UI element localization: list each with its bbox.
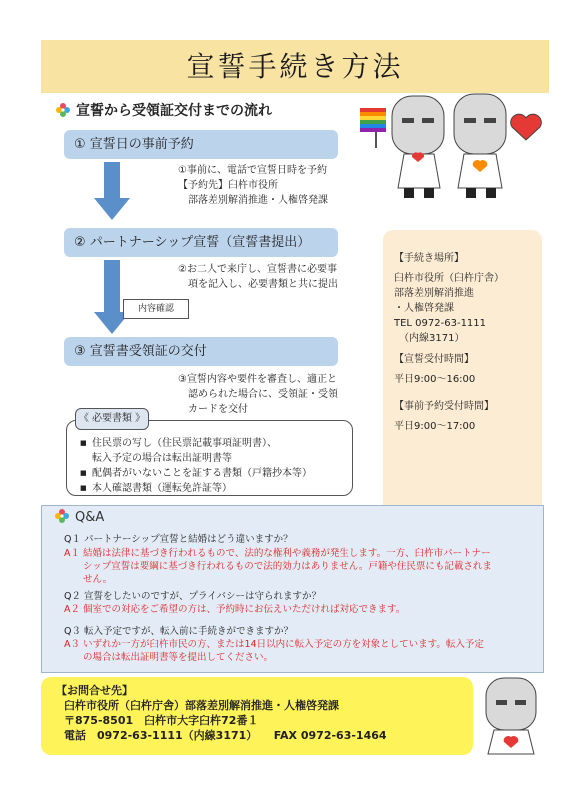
place-heading: 【手続き場所】 <box>394 253 464 264</box>
mascot-icon <box>480 676 542 760</box>
down-arrow-1-icon <box>92 162 132 222</box>
qa-title: Q&A <box>75 510 105 525</box>
list-item: ■ 配偶者がいないことを証する書類（戸籍抄本等） <box>80 466 350 481</box>
question-1: Q１ パートナーシップ宣誓と結婚はどう違いますか？ <box>64 534 293 545</box>
flower-icon <box>56 103 70 117</box>
step-3-box: ③ 宣誓書受領証の交付 <box>64 337 338 366</box>
flower-icon <box>55 509 69 523</box>
requirements-list <box>80 436 350 496</box>
page-title: 宣誓手続き方法 <box>186 50 404 83</box>
question-3: Q３ 転入予定ですが、転入前に手続きができますか？ <box>64 626 293 637</box>
hours-body: 平日9:00～16:00 <box>394 374 476 385</box>
mascot-characters-icon <box>358 88 548 200</box>
reserve-body: 平日9:00～17:00 <box>394 421 476 432</box>
place-body: 臼杵市役所（臼杵庁舎） 部落差別解消推進 ・人権啓発課 TEL 0972-63-1111 （内線3171） <box>394 273 504 344</box>
step-1-box: ① 宣誓日の事前予約 <box>64 130 338 159</box>
list-item: ■ 住民票の写し（住民票記載事項証明書）、 転入予定の場合は転出証明書等 <box>80 436 350 466</box>
down-arrow-2-icon <box>92 260 132 336</box>
contact-line-3: 電話 0972-63-1111（内線3171） FAX 0972-63-1464 <box>64 729 387 742</box>
flow-heading-text: 宣誓から受領証交付までの流れ <box>76 103 272 119</box>
list-item: ■ 本人確認書類（運転免許証等） <box>80 481 350 496</box>
step-1-note: ①事前に、電話で宣誓日時を予約 【予約先】臼杵市役所 部落差別解消推進・人権啓発課 <box>178 165 328 206</box>
answer-2: A２ 個室での対応をご希望の方は、予約時にお伝えいただければ対応できます。 <box>64 604 406 615</box>
flow-heading <box>56 100 272 120</box>
step-2-note: ②お二人で来庁し、宣誓書に必要事 項を記入し、必要書類と共に提出 <box>178 264 338 290</box>
question-2: Q２ 宣誓をしたいのですが、プライバシーは守られますか？ <box>64 591 322 602</box>
reserve-heading: 【事前予約受付時間】 <box>394 401 494 412</box>
answer-1: A１ 結婚は法律に基づき行われるもので、法的な権利や義務が発生します。一方、臼杵市パートナー シップ宣誓は要綱に基づき行われるもので法的効力はありません。戸籍や住民票にも記載されま せん。 <box>64 548 492 585</box>
confirm-label: 内容確認 <box>123 299 189 319</box>
answer-3: A３ いずれか一方が臼杵市民の方、または14日以内に転入予定の方を対象としています。転入予定 の場合は転出証明書等を提出してください。 <box>64 639 484 663</box>
contact-text <box>56 683 464 743</box>
contact-heading: 【お問合せ先】 <box>56 684 133 697</box>
step-2-box: ② パートナーシップ宣誓（宣誓書提出） <box>64 228 338 257</box>
requirements-label: 《 必要書類 》 <box>75 408 149 430</box>
qa-heading <box>55 509 104 525</box>
step-3-note: ③宣誓内容や要件を審査し、適正と 認められた場合に、受領証・受領 カードを交付 <box>178 374 338 415</box>
contact-line-1: 臼杵市役所（臼杵庁舎）部落差別解消推進・人権啓発課 <box>64 699 339 712</box>
hours-heading: 【宣誓受付時間】 <box>394 354 474 365</box>
contact-line-2: 〒875-8501 臼杵市大字臼杵72番１ <box>64 714 259 727</box>
